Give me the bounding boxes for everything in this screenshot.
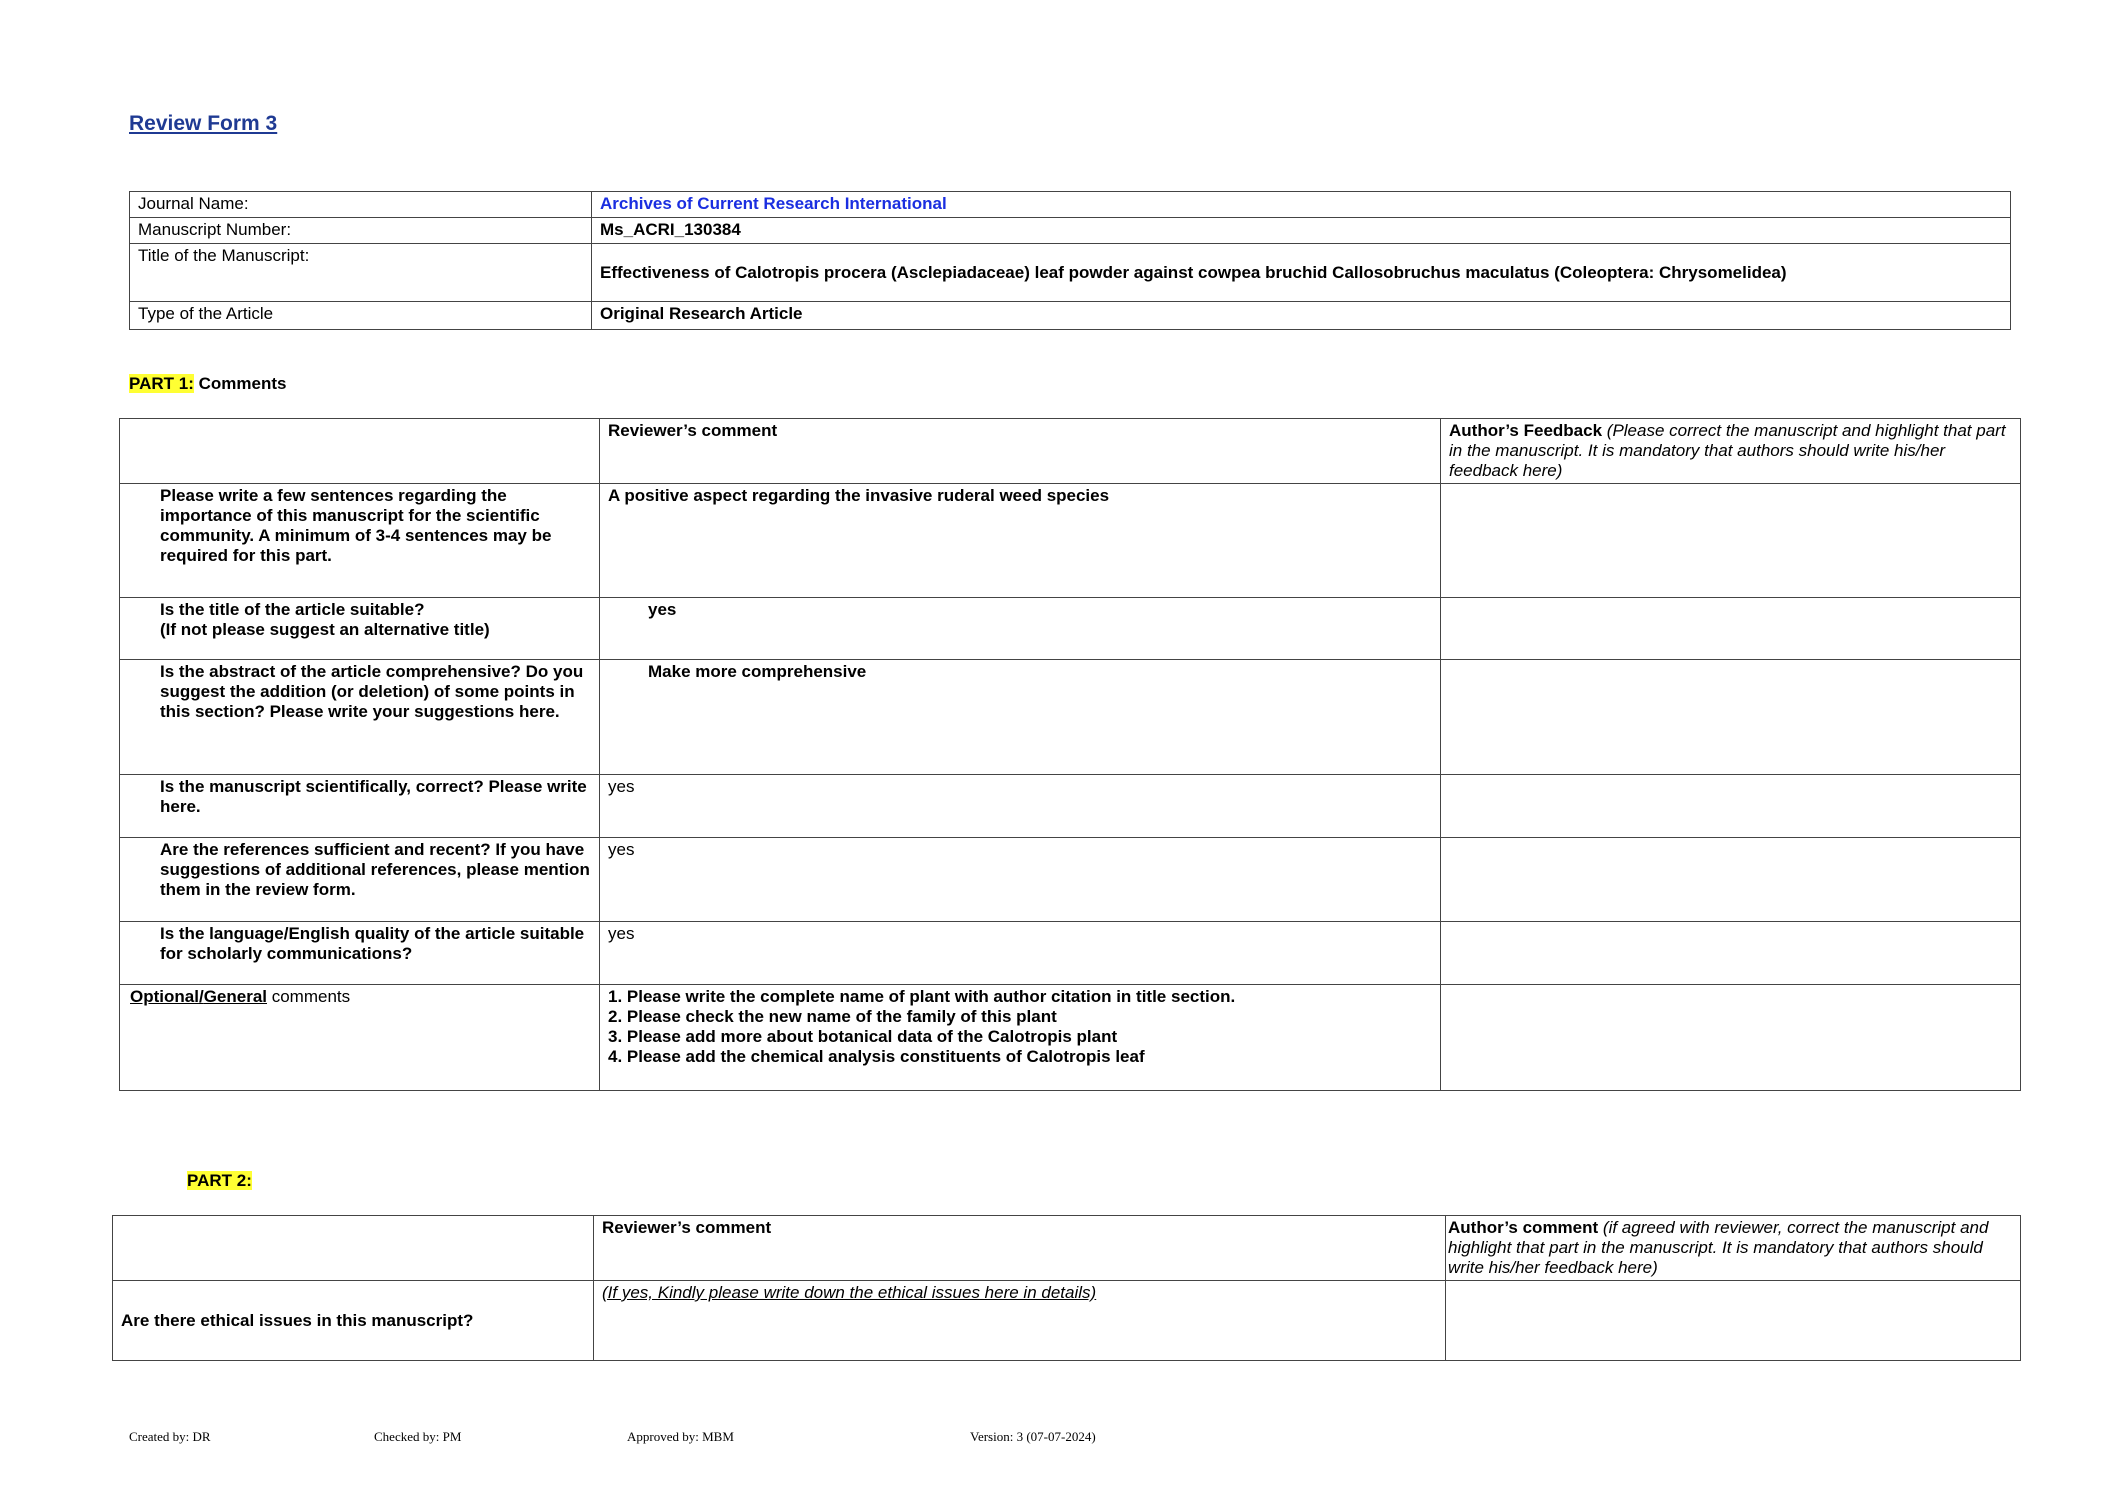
list-item: 3. Please add more about botanical data of the Calotropis plant [608,1027,1118,1046]
reviewer-comment-header: Reviewer’s comment [600,419,1441,484]
page-title: Review Form 3 [129,112,278,135]
reviewer-answer-cell: yes [600,838,1441,922]
author-feedback-cell[interactable] [1441,775,2021,838]
question-cell: Is the title of the article suitable? (If not please suggest an alternative title) [120,598,600,660]
ethics-question-cell: Are there ethical issues in this manuscript? [113,1281,594,1361]
author-feedback-header-title: Author’s Feedback [1449,421,1603,440]
question-cell: Is the manuscript scientifically, correct? Please write here. [120,775,600,838]
reviewer-answer-cell: yes [600,922,1441,985]
question-cell: Is the language/English quality of the article suitable for scholarly communications? [120,922,600,985]
author-comment-header-title: Author’s comment [1448,1218,1599,1237]
optional-comments-cell [600,985,1441,1091]
manuscript-info-table [129,191,2011,330]
article-type-value: Original Research Article [592,302,2011,330]
author-feedback-cell[interactable] [1441,838,2021,922]
table-row [120,598,2021,660]
question-cell: Please write a few sentences regarding the importance of this manuscript for the scientific community. A minimum of 3-4 sentences may be required for this part. [120,484,600,598]
table-row [113,1216,2021,1281]
footer-approved-by: Approved by: MBM [627,1429,734,1444]
question-cell: Are the references sufficient and recent? If you have suggestions of additional references, please mention them in the review form. [120,838,600,922]
part1-comments-table [119,418,2021,1091]
reviewer-answer-cell: A positive aspect regarding the invasive ruderal weed species [600,484,1441,598]
author-feedback-cell[interactable] [1441,484,2021,598]
part1-heading [129,374,286,394]
author-comment-cell[interactable] [1446,1281,2021,1361]
table-row [120,985,2021,1091]
optional-label-sep: / [198,987,204,1006]
part1-label: PART 1: [129,374,194,393]
table-row [120,775,2021,838]
reviewer-answer-text: Make more comprehensive [648,662,867,681]
table-row [120,660,2021,775]
author-feedback-cell[interactable] [1441,922,2021,985]
author-feedback-header-note: (Please correct the manuscript and highlight that part in the manuscript. It is mandatory that authors should write his/her feedback here) [1449,421,2006,480]
table-row [130,218,2011,244]
table-row [120,922,2021,985]
table-row [130,244,2011,302]
manuscript-title-value: Effectiveness of Calotropis procera (Asclepiadaceae) leaf powder against cowpea bruchid Callosobruchus maculatus (Coleoptera: Chrysomelidea) [592,244,2011,302]
author-comment-header [1446,1216,2021,1281]
author-feedback-cell[interactable] [1441,985,2021,1091]
article-type-label: Type of the Article [130,302,592,330]
table-row [113,1281,2021,1361]
part2-ethics-table [112,1215,2021,1361]
part1-suffix: Comments [198,374,287,393]
empty-header-cell [113,1216,594,1281]
table-row [120,419,2021,484]
optional-comments-list [608,987,1432,1067]
part2-label: PART 2: [187,1171,252,1190]
optional-label-a: Optional [130,987,199,1006]
footer-checked-by: Checked by: PM [374,1429,462,1444]
optional-label-b: General [203,987,267,1006]
journal-label: Journal Name: [130,192,592,218]
author-feedback-header [1441,419,2021,484]
optional-label-c: comments [267,987,351,1006]
ethics-answer-hint: (If yes, Kindly please write down the ethical issues here in details) [594,1281,1446,1361]
manuscript-title-label: Title of the Manuscript: [130,244,592,302]
footer-version: Version: 3 (07-07-2024) [970,1429,1096,1444]
part2-heading [187,1171,252,1191]
reviewer-answer-cell: yes [600,775,1441,838]
reviewer-answer-cell [600,660,1441,775]
table-row [130,302,2011,330]
manuscript-number-label: Manuscript Number: [130,218,592,244]
reviewer-answer-text: yes [648,600,677,619]
empty-header-cell [120,419,600,484]
footer-created-by: Created by: DR [129,1429,211,1444]
table-row [120,838,2021,922]
optional-comments-label [120,985,600,1091]
journal-value: Archives of Current Research International [592,192,2011,218]
question-cell: Is the abstract of the article comprehensive? Do you suggest the addition (or deletion) of some points in this section? Please write your suggestions here. [120,660,600,775]
reviewer-comment-header: Reviewer’s comment [594,1216,1446,1281]
list-item: 1. Please write the complete name of plant with author citation in title section. [608,987,1236,1006]
list-item: 2. Please check the new name of the family of this plant [608,1007,1057,1026]
author-comment-header-note: (if agreed with reviewer, correct the manuscript and highlight that part in the manuscript. It is mandatory that authors should write his/her feedback here) [1448,1218,1989,1277]
manuscript-number-value: Ms_ACRI_130384 [592,218,2011,244]
author-feedback-cell[interactable] [1441,660,2021,775]
author-feedback-cell[interactable] [1441,598,2021,660]
list-item: 4. Please add the chemical analysis constituents of Calotropis leaf [608,1047,1145,1066]
reviewer-answer-cell [600,598,1441,660]
table-row [120,484,2021,598]
table-row [130,192,2011,218]
